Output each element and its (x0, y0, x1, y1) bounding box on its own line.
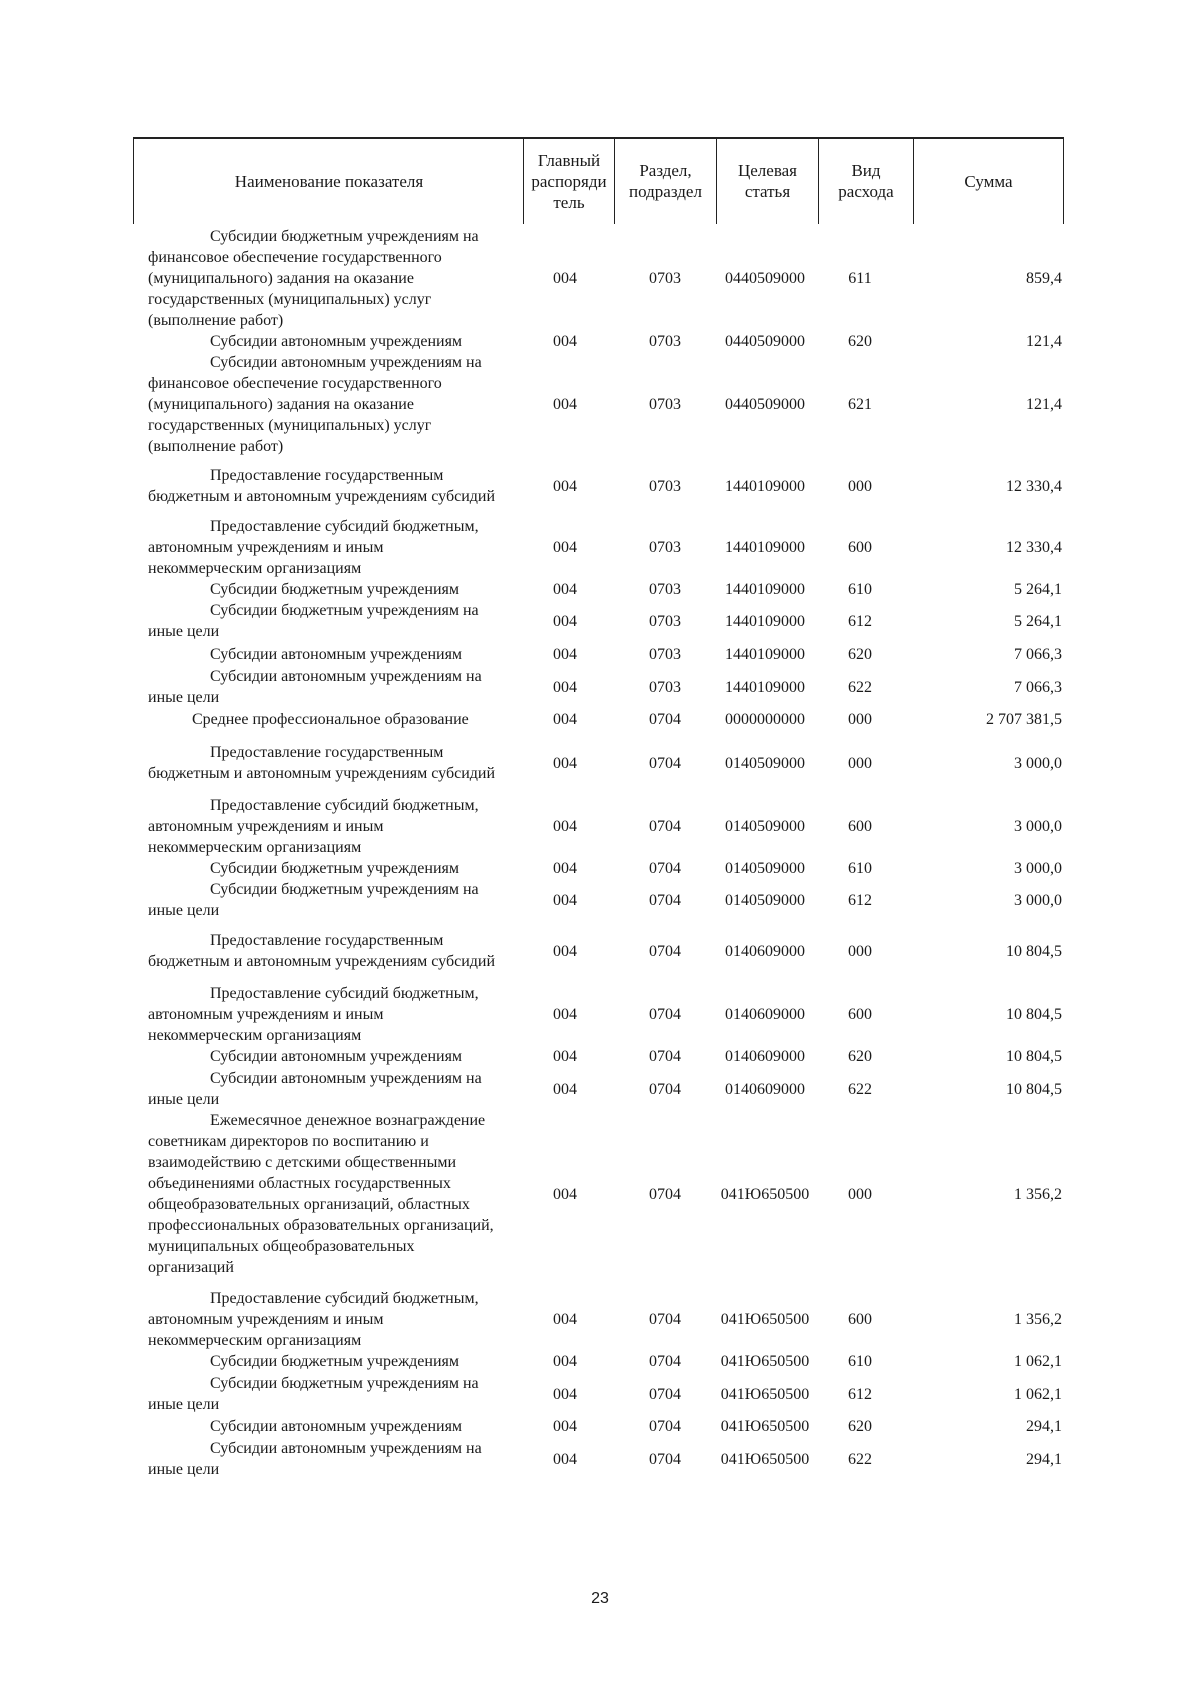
row-cs: 0000000000 (725, 711, 805, 728)
row-gr: 004 (553, 333, 577, 350)
row-sum: 294,1 (1026, 1450, 1062, 1468)
row-sum: 12 330,4 (1006, 539, 1062, 556)
row-vr: 000 (848, 942, 872, 960)
row-name: Субсидии автономным учреждениям (210, 646, 463, 663)
header-divider (1063, 137, 1064, 224)
row-name: Субсидии бюджетным учреждениям на иные цели (148, 1375, 479, 1413)
row-name: Субсидии автономным учреждениям на иные цели (148, 1070, 482, 1108)
row-sum: 1 062,1 (1014, 1385, 1062, 1403)
row-name: Субсидии бюджетным учреждениям на финансовое обеспечение государственного (муниципального) задания на оказание государственных (муниципальных) услуг (выполнение работ) (148, 228, 479, 329)
table-row (0, 1110, 1200, 1278)
row-vr: 620 (848, 1048, 872, 1065)
row-vr: 612 (848, 612, 872, 630)
row-rz: 0704 (649, 818, 681, 835)
row-sum: 7 066,3 (1014, 678, 1062, 696)
table-row (0, 352, 1200, 457)
row-gr: 004 (553, 1385, 577, 1403)
row-sum: 2 707 381,5 (986, 711, 1062, 728)
row-gr: 004 (553, 818, 577, 835)
table-row (0, 579, 1200, 600)
table-row (0, 1351, 1200, 1372)
table-row (0, 1416, 1200, 1437)
row-vr: 610 (848, 1353, 872, 1370)
row-cs: 0140509000 (725, 860, 805, 877)
row-gr: 004 (553, 1048, 577, 1065)
table-row (0, 983, 1200, 1046)
row-cs: 0140609000 (725, 1006, 805, 1023)
row-name: Предоставление государственным бюджетным и автономным учреждениям субсидий (148, 932, 496, 970)
table-row (0, 1288, 1200, 1351)
row-vr: 622 (848, 678, 872, 696)
row-gr: 004 (553, 754, 577, 772)
row-cs: 0140509000 (725, 818, 805, 835)
row-gr: 004 (553, 396, 577, 413)
row-sum: 3 000,0 (1014, 754, 1062, 772)
row-rz: 0704 (649, 1385, 681, 1403)
row-sum: 294,1 (1026, 1418, 1062, 1435)
table-row (0, 465, 1200, 507)
row-vr: 000 (848, 477, 872, 495)
row-sum: 10 804,5 (1006, 1006, 1062, 1023)
header-vr: Вид расхода (838, 161, 894, 201)
row-cs: 041Ю650500 (720, 1353, 810, 1370)
row-name: Субсидии автономным учреждениям на финансовое обеспечение государственного (муниципального) задания на оказание государственных (муниципальных) услуг (выполнение работ) (148, 354, 482, 455)
row-vr: 620 (848, 333, 872, 350)
row-gr: 004 (553, 1080, 577, 1098)
header-sum: Сумма (964, 171, 1013, 191)
table-row (0, 858, 1200, 879)
row-name: Среднее профессиональное образование (192, 711, 469, 728)
table-row (0, 930, 1200, 972)
row-vr: 610 (848, 581, 872, 598)
row-rz: 0704 (649, 754, 681, 772)
row-sum: 121,4 (1026, 333, 1062, 350)
row-name: Предоставление субсидий бюджетным, автономным учреждениям и иным некоммерческим организациям (148, 797, 479, 856)
row-name: Субсидии бюджетным учреждениям на иные цели (148, 602, 479, 640)
row-name: Субсидии автономным учреждениям (210, 1418, 463, 1435)
row-cs: 0440509000 (725, 396, 805, 413)
row-gr: 004 (553, 678, 577, 696)
row-name: Субсидии бюджетным учреждениям (210, 581, 459, 598)
row-cs: 041Ю650500 (720, 1385, 810, 1403)
row-vr: 622 (848, 1450, 872, 1468)
row-rz: 0703 (649, 270, 681, 287)
row-name: Предоставление государственным бюджетным и автономным учреждениям субсидий (148, 467, 496, 505)
row-name: Предоставление субсидий бюджетным, автономным учреждениям и иным некоммерческим организациям (148, 985, 479, 1044)
row-sum: 10 804,5 (1006, 1080, 1062, 1098)
row-gr: 004 (553, 1311, 577, 1328)
row-rz: 0703 (649, 396, 681, 413)
row-sum: 10 804,5 (1006, 1048, 1062, 1065)
row-gr: 004 (553, 1353, 577, 1370)
row-cs: 1440109000 (725, 477, 805, 495)
row-name: Субсидии бюджетным учреждениям (210, 860, 459, 877)
row-cs: 0140609000 (725, 1080, 805, 1098)
row-vr: 000 (848, 711, 872, 728)
row-name: Предоставление субсидий бюджетным, автономным учреждениям и иным некоммерческим организациям (148, 1290, 479, 1349)
row-sum: 12 330,4 (1006, 477, 1062, 495)
row-cs: 1440109000 (725, 678, 805, 696)
row-sum: 1 356,2 (1014, 1311, 1062, 1328)
row-rz: 0704 (649, 1450, 681, 1468)
row-sum: 3 000,0 (1014, 860, 1062, 877)
row-vr: 000 (848, 754, 872, 772)
header-divider (133, 137, 134, 224)
row-cs: 041Ю650500 (720, 1418, 810, 1435)
header-cs: Целевая статья (737, 161, 798, 201)
row-cs: 0140509000 (725, 754, 805, 772)
row-rz: 0703 (649, 333, 681, 350)
row-rz: 0704 (649, 1418, 681, 1435)
row-sum: 1 062,1 (1014, 1353, 1062, 1370)
row-rz: 0704 (649, 711, 681, 728)
row-gr: 004 (553, 711, 577, 728)
table-row (0, 644, 1200, 665)
row-gr: 004 (553, 891, 577, 909)
table-row (0, 226, 1200, 331)
row-rz: 0703 (649, 539, 681, 556)
row-gr: 004 (553, 270, 577, 287)
header-name: Наименование показателя (234, 171, 424, 191)
row-sum: 859,4 (1026, 270, 1062, 287)
table-row (0, 516, 1200, 579)
table-row (0, 709, 1200, 730)
row-gr: 004 (553, 1185, 577, 1203)
row-cs: 1440109000 (725, 612, 805, 630)
row-vr: 600 (848, 1311, 872, 1328)
row-sum: 1 356,2 (1014, 1185, 1062, 1203)
row-cs: 0140509000 (725, 891, 805, 909)
row-cs: 041Ю650500 (720, 1311, 810, 1328)
row-vr: 610 (848, 860, 872, 877)
row-rz: 0704 (649, 1185, 681, 1203)
row-sum: 3 000,0 (1014, 891, 1062, 909)
row-rz: 0703 (649, 646, 681, 663)
row-vr: 611 (848, 270, 872, 287)
page-number: 23 (591, 1590, 609, 1607)
row-sum: 5 264,1 (1014, 581, 1062, 598)
row-vr: 622 (848, 1080, 872, 1098)
row-gr: 004 (553, 1006, 577, 1023)
row-cs: 041Ю650500 (720, 1185, 810, 1203)
row-vr: 612 (848, 1385, 872, 1403)
row-vr: 600 (848, 1006, 872, 1023)
row-name: Предоставление субсидий бюджетным, автономным учреждениям и иным некоммерческим организациям (148, 518, 479, 577)
row-name: Субсидии автономным учреждениям (210, 1048, 463, 1065)
row-gr: 004 (553, 581, 577, 598)
row-vr: 620 (848, 646, 872, 663)
table-row (0, 600, 1200, 642)
row-gr: 004 (553, 646, 577, 663)
row-name: Предоставление государственным бюджетным и автономным учреждениям субсидий (148, 744, 496, 782)
table-row (0, 795, 1200, 858)
row-name: Субсидии автономным учреждениям на иные цели (148, 1440, 482, 1478)
row-name: Субсидии бюджетным учреждениям на иные цели (148, 881, 479, 919)
row-vr: 621 (848, 396, 872, 413)
row-name: Субсидии бюджетным учреждениям (210, 1353, 459, 1370)
row-vr: 600 (848, 818, 872, 835)
row-gr: 004 (553, 1450, 577, 1468)
table-row (0, 1438, 1200, 1480)
row-rz: 0704 (649, 1080, 681, 1098)
row-gr: 004 (553, 1418, 577, 1435)
row-rz: 0703 (649, 477, 681, 495)
row-gr: 004 (553, 612, 577, 630)
table-row (0, 1046, 1200, 1067)
row-rz: 0703 (649, 581, 681, 598)
row-gr: 004 (553, 942, 577, 960)
row-sum: 10 804,5 (1006, 942, 1062, 960)
row-name: Ежемесячное денежное вознаграждение советникам директоров по воспитанию и взаимодействию с детскими общественными объединениями областных государственных общеобразовательных организаций, областных профессиональных образовательных организаций, муниципальных общеобразовательных организаций (148, 1112, 494, 1276)
row-cs: 1440109000 (725, 539, 805, 556)
row-rz: 0703 (649, 678, 681, 696)
row-sum: 5 264,1 (1014, 612, 1062, 630)
header-rz: Раздел, подраздел (629, 161, 702, 201)
row-rz: 0704 (649, 1353, 681, 1370)
row-rz: 0704 (649, 1311, 681, 1328)
table-row (0, 666, 1200, 708)
row-rz: 0704 (649, 942, 681, 960)
row-rz: 0704 (649, 891, 681, 909)
table-row (0, 331, 1200, 352)
row-rz: 0704 (649, 1006, 681, 1023)
row-gr: 004 (553, 860, 577, 877)
row-rz: 0704 (649, 860, 681, 877)
row-sum: 3 000,0 (1014, 818, 1062, 835)
row-vr: 600 (848, 539, 872, 556)
table-row (0, 879, 1200, 921)
table-row (0, 742, 1200, 784)
row-name: Субсидии автономным учреждениям (210, 333, 463, 350)
row-name: Субсидии автономным учреждениям на иные цели (148, 668, 482, 706)
row-sum: 7 066,3 (1014, 646, 1062, 663)
header-gr: Главный распоряди тель (531, 150, 607, 212)
row-vr: 612 (848, 891, 872, 909)
row-gr: 004 (553, 477, 577, 495)
row-cs: 0440509000 (725, 270, 805, 287)
row-sum: 121,4 (1026, 396, 1062, 413)
row-vr: 000 (848, 1185, 872, 1203)
table-row (0, 1373, 1200, 1415)
row-rz: 0704 (649, 1048, 681, 1065)
row-cs: 041Ю650500 (720, 1450, 810, 1468)
row-cs: 0440509000 (725, 333, 805, 350)
row-cs: 0140609000 (725, 942, 805, 960)
row-cs: 1440109000 (725, 646, 805, 663)
row-vr: 620 (848, 1418, 872, 1435)
row-rz: 0703 (649, 612, 681, 630)
row-cs: 1440109000 (725, 581, 805, 598)
row-cs: 0140609000 (725, 1048, 805, 1065)
row-gr: 004 (553, 539, 577, 556)
table-row (0, 1068, 1200, 1110)
